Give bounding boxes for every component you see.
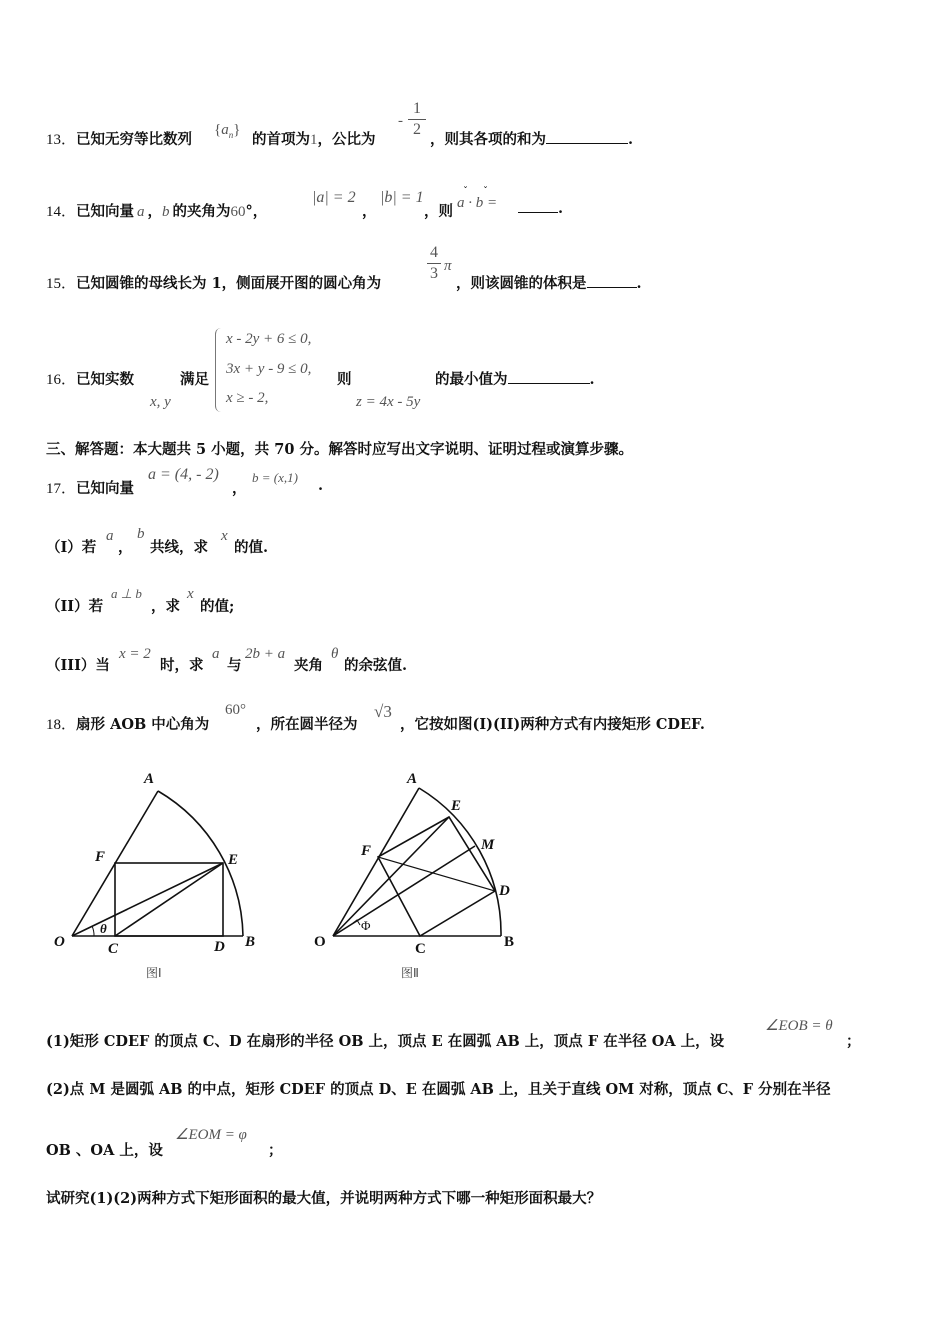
q17-p1-b: b: [137, 526, 145, 542]
q17-p3-cond: x = 2: [119, 646, 151, 662]
fig1-label-b: B: [245, 934, 256, 950]
q16-rest: [435, 368, 595, 389]
fig1-label-e: E: [228, 852, 239, 868]
q15-text-1: 已知圆锥的母线长为 1，侧面展开图的圆心角为: [76, 275, 382, 292]
q17-p2-perp: a ⊥ b: [111, 586, 142, 601]
fig2-rectangle-cdef: [378, 817, 495, 936]
q17-part-2: [46, 595, 103, 616]
fig2-label-b: B: [504, 934, 515, 950]
fig1-label-c: C: [108, 941, 119, 957]
q13-sequence: $\{a_n\}$: [214, 122, 241, 140]
q13-text-3: ，公比为: [317, 131, 376, 148]
q17-p2-end: 的值;: [200, 598, 235, 615]
q16-satisfy: 满足: [180, 371, 209, 388]
q18-number: 18．: [46, 717, 77, 733]
q14-vector-b: b: [162, 204, 170, 220]
q17-end: .: [318, 477, 324, 494]
q18-statement-2a: (2)点 M 是圆弧 AB 的中点，矩形 CDEF 的顶点 D、E 在圆弧 AB 上，且关于直线 OM 对称，顶点 C、F 分别在半径: [46, 1081, 831, 1098]
section-3-heading: 三、解答题：本大题共 5 小题，共 70 分。解答时应写出文字说明、证明过程或演算步骤。: [46, 441, 633, 458]
q16-vars: x, y: [150, 394, 171, 410]
figure-1: [50, 765, 280, 985]
q17-p3-text-1: 时，求: [160, 657, 204, 674]
q17-p2-label: （II）若: [46, 598, 104, 615]
fig1-caption: 图Ⅰ: [146, 966, 162, 980]
q17-text-1: 已知向量: [76, 480, 135, 497]
question-18: [46, 713, 209, 734]
q17-number: 17．: [46, 481, 77, 497]
q17-p2-text: ，求: [151, 598, 180, 615]
q17-vector-b: b = (x,1): [252, 470, 298, 485]
q16-objective: z = 4x - 5y: [356, 394, 421, 410]
q13-seq-subscript: n: [228, 130, 234, 140]
q13-answer-blank[interactable]: [546, 143, 628, 144]
q18-angle: 60°: [225, 702, 246, 718]
q18-statement-1: (1)矩形 CDEF 的顶点 C、D 在扇形的半径 OB 上，顶点 E 在圆弧 AB 上，顶点 F 在半径 OA 上，设: [46, 1033, 725, 1050]
q13-text-1: 已知无穷等比数列: [76, 131, 193, 148]
q14-degree: °，: [245, 203, 268, 220]
fig2-label-f: F: [361, 843, 372, 859]
figure-2: [305, 765, 535, 985]
fig2-label-e: E: [451, 798, 462, 814]
fig1-diagonal-ce: [115, 863, 223, 936]
q13-number: 13．: [46, 132, 77, 148]
q14-comma-2: ，: [362, 203, 377, 220]
q18-text-2: ，所在圆半径为: [256, 716, 358, 733]
q18-statement-1-end: ；: [846, 1033, 861, 1050]
q17-p3-end: 的余弦值.: [344, 657, 408, 674]
q18-statement-2-end: ；: [268, 1142, 283, 1159]
fig2-right-angle-mark: [353, 920, 360, 925]
question-16: [46, 368, 134, 389]
fig1-label-f: F: [95, 849, 106, 865]
fig2-label-d: D: [499, 883, 510, 899]
q15-end: .: [636, 275, 642, 292]
q18-radius: √3: [374, 702, 392, 721]
fig1-label-d: D: [214, 939, 225, 955]
q15-text-2: ，则该圆锥的体积是: [456, 275, 587, 292]
q16-constraint-1: x - 2y + 6 ≤ 0,: [226, 331, 312, 347]
q16-text-1: 已知实数: [76, 371, 135, 388]
q14-abs-a: |a| = 2: [312, 189, 356, 206]
fig1-label-a: A: [144, 771, 155, 787]
q17-p3-label: （III）当: [46, 657, 110, 674]
q16-then: 则: [337, 371, 352, 388]
question-17: [46, 477, 134, 498]
fig2-label-phi: Φ: [361, 918, 371, 933]
fig2-caption: 图Ⅱ: [401, 966, 419, 980]
fig1-segment-oe: [72, 863, 223, 936]
q16-brace: [215, 328, 224, 412]
q17-part-3: [46, 654, 110, 675]
q18-text-1: 扇形 AOB 中心角为: [76, 716, 210, 733]
q14-answer: [518, 200, 563, 217]
q17-p3-theta: θ: [331, 646, 339, 662]
q17-p3-text-2: 与: [227, 657, 242, 674]
q13-end: .: [628, 131, 634, 148]
q13-rest-a: [252, 128, 376, 149]
q15-answer-blank[interactable]: [587, 287, 637, 288]
q18-statement-3: 试研究(1)(2)两种方式下矩形面积的最大值，并说明两种方式下哪一种矩形面积最大？: [46, 1190, 602, 1207]
q16-answer-blank[interactable]: [508, 383, 590, 384]
q16-constraint-3: x ≥ - 2,: [226, 390, 269, 406]
q14-vector-a: a: [137, 204, 145, 220]
question-14: [46, 200, 267, 221]
fig1-label-o: O: [54, 934, 65, 950]
q13-seq-symbol: a: [221, 122, 229, 138]
q14-dot-product: a · b =: [457, 195, 498, 211]
q17-p1-end: 的值.: [234, 539, 269, 556]
fig1-angle-arc: [92, 926, 94, 936]
q13-ratio-sign: -: [398, 113, 403, 129]
q14-end: .: [558, 200, 564, 217]
q14-vector-arrow-b: ˇ: [483, 186, 488, 197]
q14-angle: 60: [230, 204, 246, 220]
q18-statement-2-math: ∠EOM = φ: [175, 1127, 247, 1143]
q14-then: ，则: [424, 203, 453, 220]
q16-constraint-2: 3x + y - 9 ≤ 0,: [226, 361, 312, 377]
q15-number: 15．: [46, 276, 77, 292]
q15-frac-numerator: 4: [430, 244, 438, 261]
q15-rest: [456, 272, 642, 293]
fig2-label-a: A: [407, 771, 418, 787]
q16-end: .: [589, 371, 595, 388]
q14-number: 14．: [46, 204, 77, 220]
q14-abs-b: |b| = 1: [380, 189, 424, 206]
q13-ratio-denominator: 2: [413, 121, 421, 138]
fig2-label-c: C: [415, 941, 426, 957]
fig1-label-theta: θ: [100, 921, 107, 936]
q17-p1-comma: ，: [118, 539, 133, 556]
q13-ratio-fraction: [408, 100, 426, 139]
q15-fraction: [427, 244, 441, 283]
q17-p2-x: x: [187, 586, 194, 602]
fig2-label-m: M: [481, 837, 495, 853]
q17-p3-text-3: 夹角: [294, 657, 323, 674]
q17-comma: ，: [232, 480, 247, 497]
q14-text-1: 已知向量: [76, 203, 135, 220]
q17-part-1: [46, 536, 96, 557]
q14-answer-blank[interactable]: [518, 212, 558, 213]
q16-number: 16．: [46, 372, 77, 388]
q13-rest-b: [430, 128, 633, 149]
q15-frac-denominator: 3: [430, 265, 438, 282]
q18-text-3: ，它按如图(I)(II)两种方式有内接矩形 CDEF.: [400, 716, 705, 733]
q17-p3-expr: 2b + a: [245, 646, 286, 662]
q17-p1-a: a: [106, 528, 114, 544]
q14-text-2: 的夹角为: [172, 203, 231, 220]
q17-p1-label: （I）若: [46, 539, 97, 556]
q13-first-term: 1: [310, 132, 318, 148]
q15-pi: π: [444, 258, 452, 274]
q17-p1-text: 共线，求: [150, 539, 208, 556]
q13-text-4: ，则其各项的和为: [430, 131, 546, 148]
question-15: [46, 272, 381, 293]
q18-statement-2b: OB 、OA 上，设: [46, 1142, 163, 1159]
q17-vector-a: a = (4, - 2): [148, 466, 219, 483]
q14-vector-arrow-a: ˇ: [463, 186, 468, 197]
q18-statement-1-math: ∠EOB = θ: [765, 1018, 833, 1034]
q13-text-2: 的首项为: [252, 131, 310, 148]
q16-text-4: 的最小值为: [435, 371, 508, 388]
q17-p1-x: x: [221, 528, 228, 544]
q14-comma-1: ，: [147, 203, 163, 220]
q17-p3-a: a: [212, 646, 220, 662]
fig2-label-o: O: [314, 934, 326, 950]
q13-ratio-numerator: 1: [413, 100, 421, 117]
question-13: [46, 128, 192, 149]
